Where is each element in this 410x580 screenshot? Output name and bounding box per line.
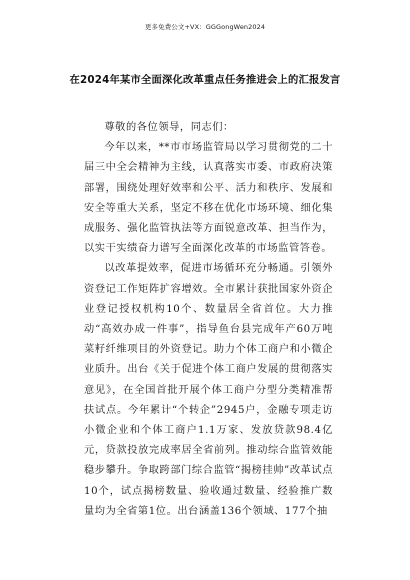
header-note: 更多免费公文+VX：GGGongWen2024 [144,23,266,31]
document-body [84,118,333,522]
document-title: 在2024年某市全面深化改革重点任务推进会上的汇报发言 [69,74,341,86]
paragraph-intro: 今年以来，**市市场监管局以学习贯彻党的二十届三中全会精神为主线，认真落实市委、市政府决策部署，围绕处理好效率和公平、活力和秩序、发展和安全等重大关系，坚定不移在优化市场环境、细化集成服务、强化监管执法等方面锐意改革、担当作为，以实干实绩奋力谱写全面深化改革的市场监管答卷。 [84,142,333,255]
salutation: 尊敬的各位领导，同志们： [104,122,234,133]
paragraph-efficiency: 以改革提效率，促进市场循环充分畅通。引领外资登记工作矩阵扩容增效。全市累计获批国家外资企业登记授权机构10个、数量居全省首位。大力推动“高效办成一件事”，指导鱼台县完成年产60万吨菜籽纤维项目的外资登记。助力个体工商户和小微企业质升。出台《关于促进个体工商户发展的贯彻落实意见》，在全国首批开展个体工商户分型分类精准帮扶试点。今年累计“个转企”2945户，金融专项走访小微企业和个体工商户1.1万家、发放贷款98.4亿元，贷款投放完成率居全省前列。推动综合监管效能稳步攀升。争取跨部门综合监管“揭榜挂帅”改革试点10个，试点揭榜数量、验收通过数量、经验推广数量均为全省第1位。出台涵盖136个领域、177个抽 [84,263,333,517]
